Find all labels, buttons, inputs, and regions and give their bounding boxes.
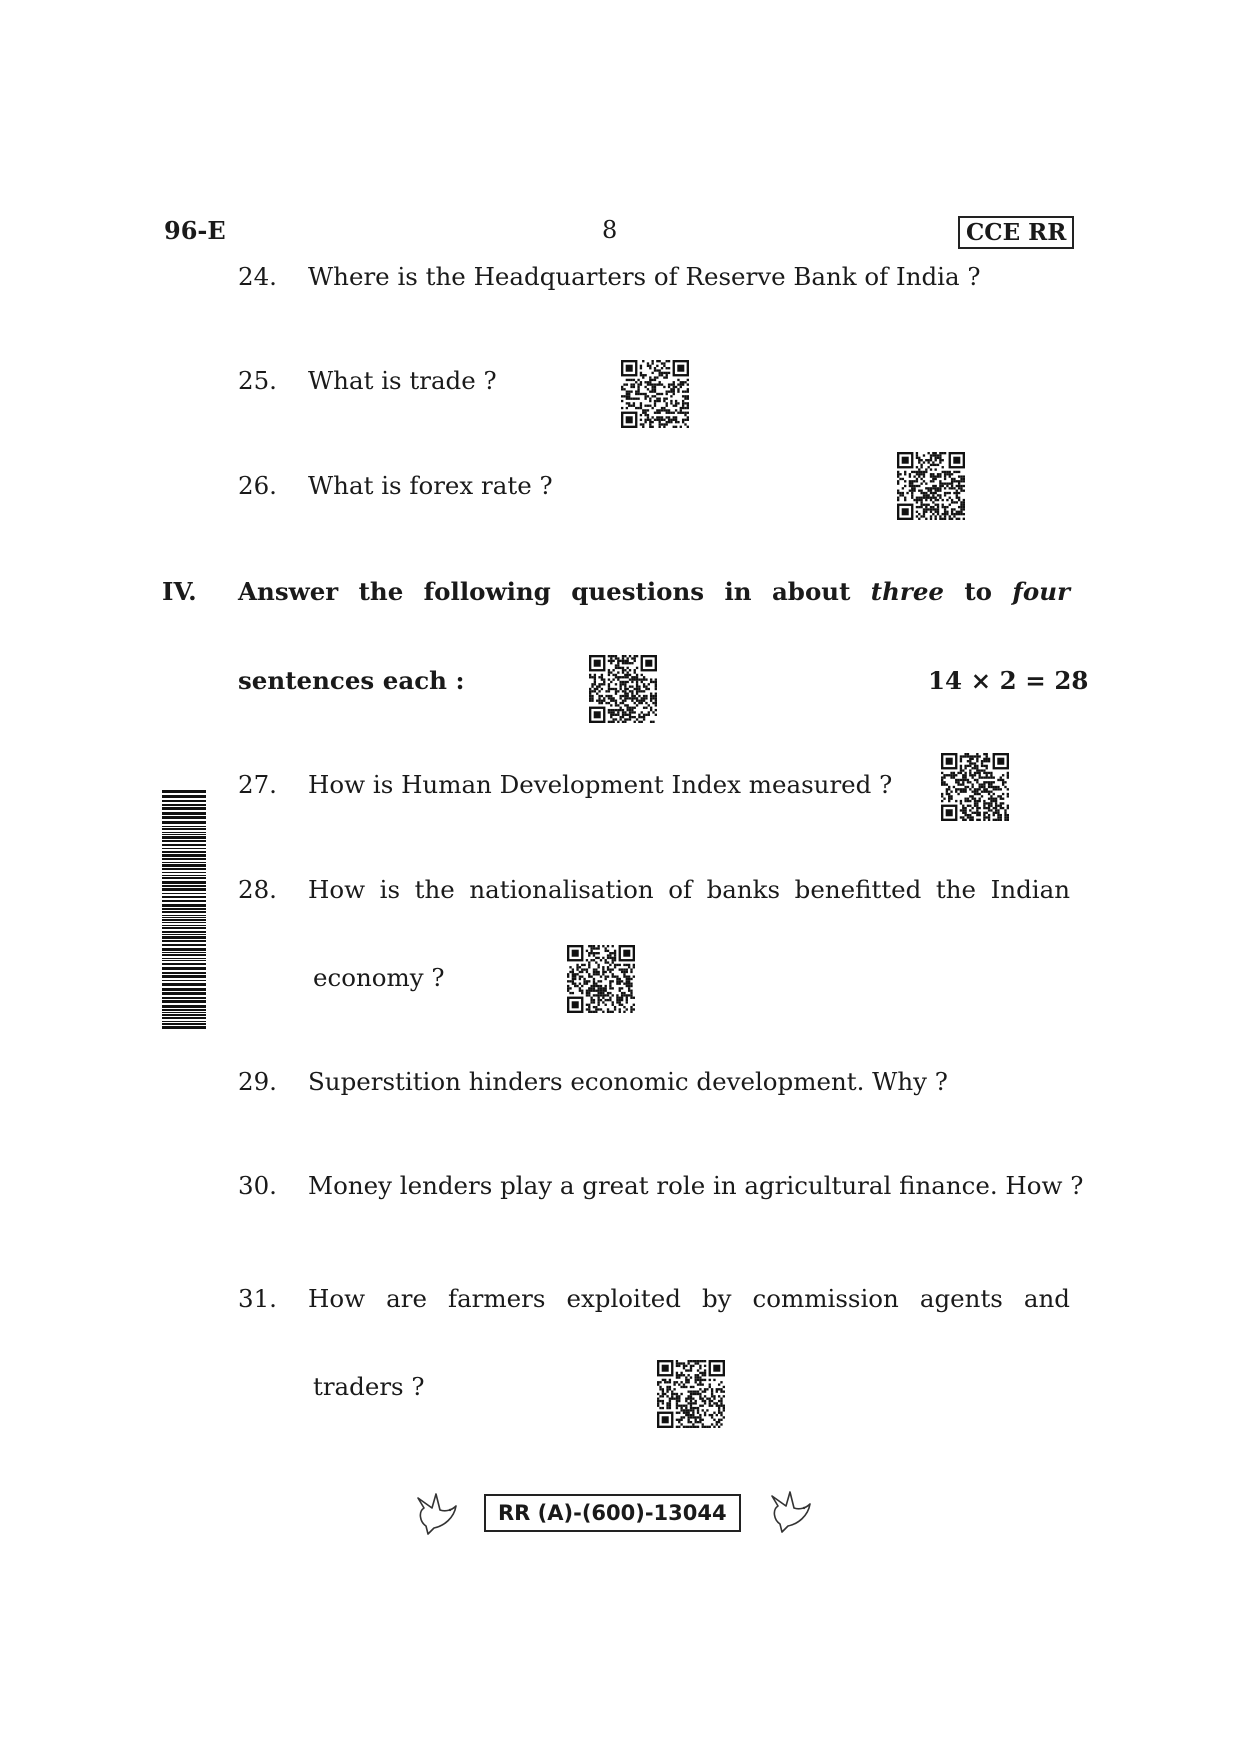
question-28	[238, 875, 1070, 904]
question-number: 26.	[238, 471, 277, 500]
page-number: 8	[602, 216, 618, 244]
question-24	[238, 262, 981, 291]
barcode-icon	[162, 790, 206, 1030]
question-number: 30.	[238, 1171, 277, 1200]
question-text: Money lenders play a great role in agricultural finance. How ?	[308, 1171, 1084, 1200]
instruction-word: following	[423, 577, 551, 606]
instruction-word: the	[358, 577, 404, 606]
instruction-word: in	[724, 577, 752, 606]
dove-icon	[768, 1486, 814, 1536]
question-text: How is the nationalisation of banks benefitted the Indian	[308, 875, 1070, 904]
question-number: 31.	[238, 1284, 277, 1313]
qr-code-icon	[896, 452, 966, 520]
question-26	[238, 471, 553, 500]
instruction-word: to	[964, 577, 993, 606]
question-31-continuation: traders ?	[313, 1372, 425, 1401]
question-25	[238, 366, 497, 395]
section-marks: 14 × 2 = 28	[928, 666, 1089, 695]
question-text: Superstition hinders economic development. Why ?	[308, 1067, 948, 1096]
instruction-word-four: four	[1012, 577, 1070, 606]
question-number: 27.	[238, 770, 277, 799]
question-28-continuation: economy ?	[313, 963, 445, 992]
question-text: What is forex rate ?	[308, 471, 553, 500]
instruction-word-three: three	[870, 577, 944, 606]
question-number: 24.	[238, 262, 277, 291]
instruction-word: about	[771, 577, 851, 606]
question-text: How is Human Development Index measured ?	[308, 770, 893, 799]
dove-icon	[414, 1488, 460, 1538]
question-29	[238, 1067, 948, 1096]
question-text: What is trade ?	[308, 366, 497, 395]
qr-code-icon	[940, 753, 1010, 821]
qr-code-icon	[588, 655, 658, 723]
section-roman-numeral: IV.	[162, 577, 197, 606]
instruction-word: questions	[571, 577, 705, 606]
question-31	[238, 1284, 1070, 1313]
question-27	[238, 770, 892, 799]
question-text: How are farmers exploited by commission agents and	[308, 1284, 1070, 1313]
qr-code-icon	[566, 945, 636, 1013]
question-text: Where is the Headquarters of Reserve Bank of India ?	[308, 262, 981, 291]
qr-code-icon	[656, 1360, 726, 1428]
question-number: 25.	[238, 366, 277, 395]
paper-code: 96-E	[164, 216, 226, 245]
section-instruction-line2: sentences each :	[238, 666, 465, 695]
question-number: 29.	[238, 1067, 277, 1096]
question-number: 28.	[238, 875, 277, 904]
instruction-word: Answer	[238, 577, 339, 606]
exam-box-label: CCE RR	[958, 216, 1074, 249]
section-instruction-line1	[238, 577, 1070, 606]
question-30	[238, 1171, 1083, 1200]
footer-code-box: RR (A)-(600)-13044	[484, 1494, 741, 1532]
qr-code-icon	[620, 360, 690, 428]
